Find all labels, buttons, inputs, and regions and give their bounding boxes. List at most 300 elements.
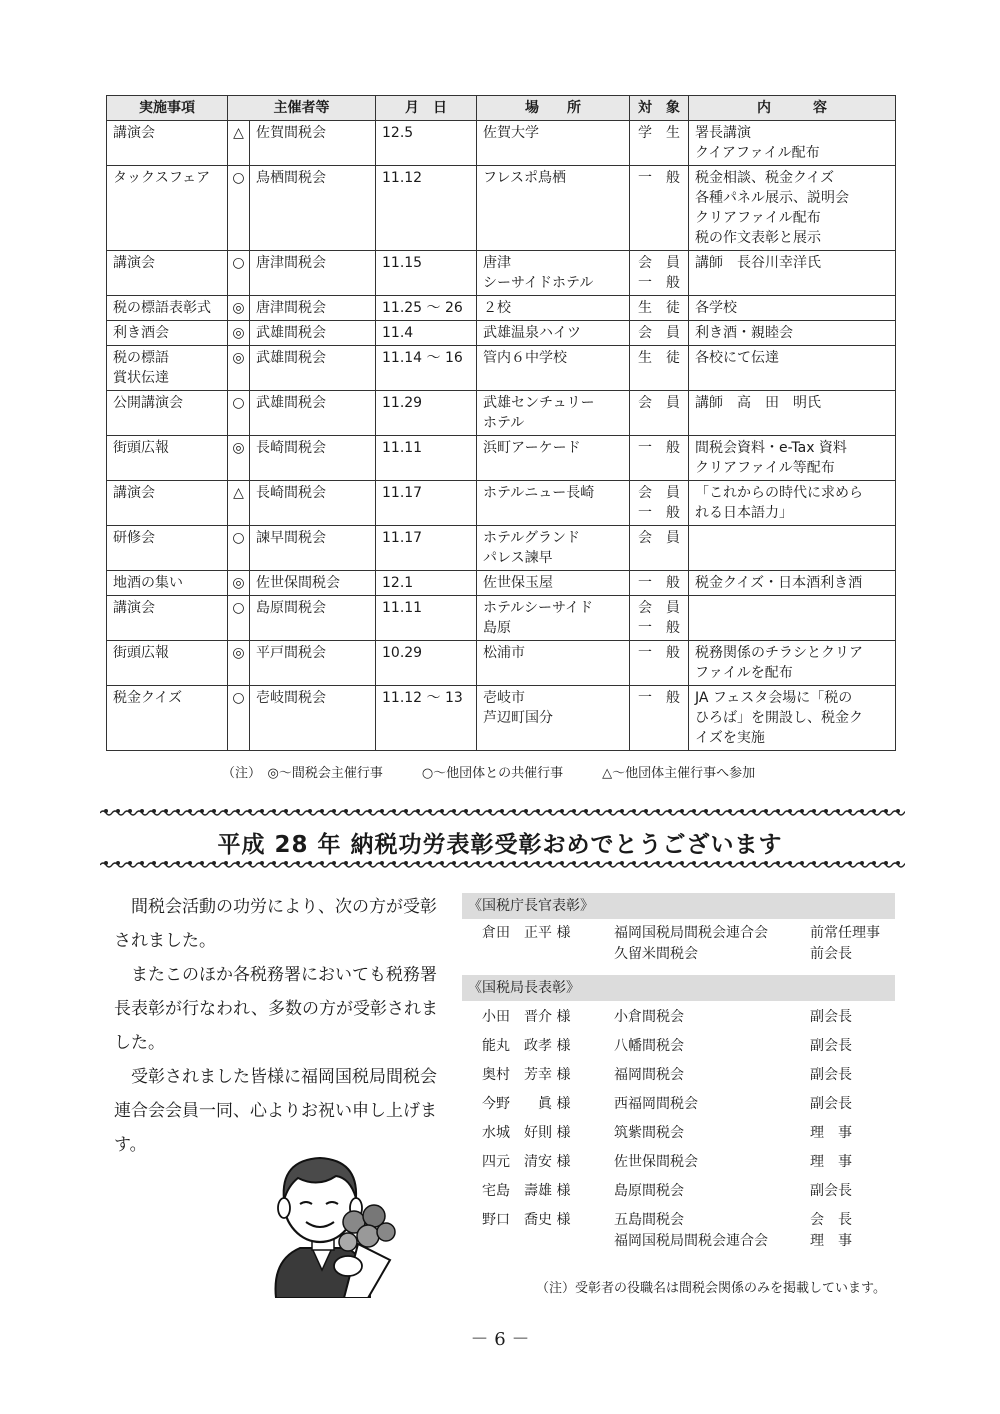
wave-dot bbox=[320, 809, 324, 813]
cell-content: 間税会資料・e-Tax 資料 クリアファイル等配布 bbox=[689, 436, 896, 481]
wave-dot bbox=[128, 809, 132, 813]
cell-place: 唐津 シーサイドホテル bbox=[477, 251, 630, 296]
wave-dot bbox=[476, 809, 480, 813]
cell-place: 浜町アーケード bbox=[477, 436, 630, 481]
cell-content: 「これからの時代に求めら れる日本語力」 bbox=[689, 481, 896, 526]
wave-dot bbox=[500, 861, 504, 865]
cell-host: 諫早間税会 bbox=[250, 526, 376, 571]
wave-dot bbox=[620, 861, 624, 865]
cell-content: 各学校 bbox=[689, 296, 896, 321]
wave-dot bbox=[428, 861, 432, 865]
wave-dot bbox=[296, 861, 300, 865]
cell-host: 長崎間税会 bbox=[250, 436, 376, 481]
cell-mark: ○ bbox=[228, 251, 250, 296]
wave-dot bbox=[764, 861, 768, 865]
award-recipient-row bbox=[462, 1206, 895, 1256]
wave-dot bbox=[188, 861, 192, 865]
wave-dot bbox=[164, 861, 168, 865]
wave-dot bbox=[788, 809, 792, 813]
cell-event: 地酒の集い bbox=[107, 571, 228, 596]
recipient-position: 副会長 bbox=[810, 1009, 852, 1025]
wave-dot bbox=[368, 809, 372, 813]
recipient-name: 能丸 政孝 様 bbox=[482, 1038, 571, 1054]
recipient-name: 奥村 芳幸 様 bbox=[482, 1067, 571, 1083]
wave-dot bbox=[344, 809, 348, 813]
header-event: 実施事項 bbox=[107, 96, 228, 121]
recipient-position: 前常任理事 前会長 bbox=[810, 925, 880, 962]
wave-dot bbox=[200, 861, 204, 865]
wave-dot bbox=[776, 861, 780, 865]
cell-host: 武雄間税会 bbox=[250, 391, 376, 436]
recipient-position: 副会長 bbox=[810, 1038, 852, 1054]
wave-dot bbox=[692, 809, 696, 813]
wave-dot bbox=[224, 809, 228, 813]
cell-event: 利き酒会 bbox=[107, 321, 228, 346]
cell-event: タックスフェア bbox=[107, 166, 228, 251]
recipient-name: 小田 晋介 様 bbox=[482, 1009, 571, 1025]
wave-dot bbox=[164, 809, 168, 813]
cell-host: 武雄間税会 bbox=[250, 321, 376, 346]
wave-dot bbox=[248, 861, 252, 865]
award-recipient-row bbox=[462, 1148, 895, 1177]
cell-event: 講演会 bbox=[107, 121, 228, 166]
header-content: 内 容 bbox=[689, 96, 896, 121]
awards-list bbox=[462, 893, 895, 1256]
cell-date: 11.17 bbox=[376, 481, 477, 526]
cell-mark: ◎ bbox=[228, 321, 250, 346]
recipient-name: 今野 眞 様 bbox=[482, 1096, 571, 1112]
wave-dot bbox=[644, 861, 648, 865]
wave-dot bbox=[104, 861, 108, 865]
wave-dot bbox=[440, 861, 444, 865]
wave-dot bbox=[800, 809, 804, 813]
wave-dot bbox=[548, 861, 552, 865]
cell-target: 一 般 bbox=[630, 436, 689, 481]
wave-dot bbox=[524, 809, 528, 813]
recipient-position: 副会長 bbox=[810, 1067, 852, 1083]
cell-place: 武雄温泉ハイツ bbox=[477, 321, 630, 346]
cell-host: 唐津間税会 bbox=[250, 251, 376, 296]
cell-content: 税金クイズ・日本酒利き酒 bbox=[689, 571, 896, 596]
wave-dot bbox=[596, 809, 600, 813]
table-row bbox=[107, 296, 896, 321]
wave-dot bbox=[716, 809, 720, 813]
wave-dot bbox=[176, 809, 180, 813]
wave-dot bbox=[248, 809, 252, 813]
recipient-organization: 佐世保間税会 bbox=[614, 1154, 698, 1170]
wave-dot bbox=[212, 809, 216, 813]
wave-dot bbox=[440, 809, 444, 813]
cell-host: 佐賀間税会 bbox=[250, 121, 376, 166]
cell-mark: △ bbox=[228, 481, 250, 526]
decorative-border-top bbox=[100, 808, 905, 818]
cell-event: 講演会 bbox=[107, 596, 228, 641]
wave-dot bbox=[608, 809, 612, 813]
wave-dot bbox=[860, 861, 864, 865]
wave-dot bbox=[680, 809, 684, 813]
cell-place: ホテルグランド パレス諫早 bbox=[477, 526, 630, 571]
cell-host: 唐津間税会 bbox=[250, 296, 376, 321]
cell-target: 会 員 bbox=[630, 391, 689, 436]
table-row bbox=[107, 526, 896, 571]
wave-dot bbox=[776, 809, 780, 813]
wave-dot bbox=[104, 809, 108, 813]
table-row bbox=[107, 346, 896, 391]
cell-place: ２校 bbox=[477, 296, 630, 321]
award-category-commissioner: 《国税庁長官表彰》 bbox=[462, 893, 895, 919]
wave-dot bbox=[260, 809, 264, 813]
cell-event: 講演会 bbox=[107, 481, 228, 526]
cell-target: 一 般 bbox=[630, 571, 689, 596]
wave-dot bbox=[788, 861, 792, 865]
cell-event: 税の標語 賞状伝達 bbox=[107, 346, 228, 391]
cell-event: 税の標語表彰式 bbox=[107, 296, 228, 321]
cell-date: 11.17 bbox=[376, 526, 477, 571]
cell-target: 学 生 bbox=[630, 121, 689, 166]
cell-event: 街頭広報 bbox=[107, 436, 228, 481]
cell-content: 税金相談、税金クイズ 各種パネル展示、説明会 クリアファイル配布 税の作文表彰と展示 bbox=[689, 166, 896, 251]
wave-dot bbox=[836, 809, 840, 813]
cell-date: 11.14 ～ 16 bbox=[376, 346, 477, 391]
cell-target: 一 般 bbox=[630, 641, 689, 686]
wave-dot bbox=[656, 861, 660, 865]
cell-event: 研修会 bbox=[107, 526, 228, 571]
wave-dot bbox=[212, 861, 216, 865]
table-row bbox=[107, 121, 896, 166]
wave-dot bbox=[740, 861, 744, 865]
cell-date: 11.25 ～ 26 bbox=[376, 296, 477, 321]
cell-date: 10.29 bbox=[376, 641, 477, 686]
wave-dot bbox=[740, 809, 744, 813]
wave-dot bbox=[716, 861, 720, 865]
cell-content: 署長講演 クイアファイル配布 bbox=[689, 121, 896, 166]
cell-content bbox=[689, 526, 896, 571]
wave-dot bbox=[644, 809, 648, 813]
recipient-name: 野口 喬史 様 bbox=[482, 1212, 571, 1228]
table-row bbox=[107, 571, 896, 596]
wave-dot bbox=[536, 861, 540, 865]
cell-content bbox=[689, 596, 896, 641]
wave-dot bbox=[380, 809, 384, 813]
wave-dot bbox=[704, 809, 708, 813]
wave-dot bbox=[284, 809, 288, 813]
recipient-organization: 福岡国税局間税会連合会 久留米間税会 bbox=[614, 925, 768, 962]
table-row bbox=[107, 321, 896, 346]
wave-dot bbox=[512, 809, 516, 813]
wave-dot bbox=[464, 809, 468, 813]
cell-mark: ○ bbox=[228, 526, 250, 571]
wave-dot bbox=[152, 809, 156, 813]
intro-paragraph: 間税会活動の功労により、次の方が受彰されました。 bbox=[114, 897, 437, 951]
cell-date: 11.11 bbox=[376, 436, 477, 481]
recipient-position: 副会長 bbox=[810, 1096, 852, 1112]
wave-dot bbox=[896, 861, 900, 865]
wave-dot bbox=[308, 861, 312, 865]
decorative-border-bottom bbox=[100, 860, 905, 870]
man-with-bouquet-illustration bbox=[258, 1148, 398, 1302]
wave-dot bbox=[704, 861, 708, 865]
cell-place: ホテルシーサイド 島原 bbox=[477, 596, 630, 641]
wave-dot bbox=[680, 861, 684, 865]
wave-dot bbox=[152, 861, 156, 865]
cell-place: 松浦市 bbox=[477, 641, 630, 686]
wave-dot bbox=[572, 861, 576, 865]
wave-dot bbox=[236, 809, 240, 813]
wave-dot bbox=[596, 861, 600, 865]
table-row bbox=[107, 436, 896, 481]
cell-date: 11.12 ～ 13 bbox=[376, 686, 477, 751]
wave-dot bbox=[560, 809, 564, 813]
wave-dot bbox=[584, 861, 588, 865]
wave-dot bbox=[872, 809, 876, 813]
wave-dot bbox=[572, 809, 576, 813]
award-recipient-row bbox=[462, 1061, 895, 1090]
wave-dot bbox=[800, 861, 804, 865]
wave-dot bbox=[560, 861, 564, 865]
cell-content: 税務関係のチラシとクリア ファイルを配布 bbox=[689, 641, 896, 686]
cell-host: 武雄間税会 bbox=[250, 346, 376, 391]
wave-dot bbox=[452, 861, 456, 865]
wave-dot bbox=[620, 809, 624, 813]
cell-place: 壱岐市 芦辺町国分 bbox=[477, 686, 630, 751]
wave-dot bbox=[488, 861, 492, 865]
wave-dot bbox=[392, 809, 396, 813]
wave-dot bbox=[284, 861, 288, 865]
wave-dot bbox=[536, 809, 540, 813]
wave-dot bbox=[512, 861, 516, 865]
award-recipient-row bbox=[462, 919, 895, 969]
recipient-name: 水城 好則 様 bbox=[482, 1125, 571, 1141]
wave-dot bbox=[728, 809, 732, 813]
wave-dot bbox=[584, 809, 588, 813]
cell-place: ホテルニュー長崎 bbox=[477, 481, 630, 526]
wave-dot bbox=[728, 861, 732, 865]
wave-dot bbox=[380, 861, 384, 865]
wave-dot bbox=[884, 861, 888, 865]
cell-target: 会 員 一 般 bbox=[630, 251, 689, 296]
cell-event: 公開講演会 bbox=[107, 391, 228, 436]
recipient-organization: 小倉間税会 bbox=[614, 1009, 684, 1025]
cell-date: 12.5 bbox=[376, 121, 477, 166]
award-category-regional: 《国税局長表彰》 bbox=[462, 975, 895, 1001]
header-date: 月 日 bbox=[376, 96, 477, 121]
wave-dot bbox=[812, 809, 816, 813]
wave-dot bbox=[368, 861, 372, 865]
intro-text bbox=[114, 890, 444, 1162]
cell-mark: △ bbox=[228, 121, 250, 166]
wave-dot bbox=[668, 861, 672, 865]
wave-dot bbox=[668, 809, 672, 813]
cell-mark: ○ bbox=[228, 596, 250, 641]
wave-dot bbox=[452, 809, 456, 813]
wave-dot bbox=[272, 861, 276, 865]
cell-host: 壱岐間税会 bbox=[250, 686, 376, 751]
cell-event: 講演会 bbox=[107, 251, 228, 296]
section-heading: 平成 28 年 納税功労表彰受彰おめでとうございます bbox=[217, 832, 783, 858]
cell-target: 会 員 一 般 bbox=[630, 596, 689, 641]
wave-dot bbox=[224, 861, 228, 865]
recipient-organization: 島原間税会 bbox=[614, 1183, 684, 1199]
wave-dot bbox=[632, 861, 636, 865]
cell-mark: ◎ bbox=[228, 571, 250, 596]
wave-dot bbox=[848, 861, 852, 865]
cell-target: 会 員 一 般 bbox=[630, 481, 689, 526]
wave-dot bbox=[428, 809, 432, 813]
awards-note: （注）受彰者の役職名は間税会関係のみを掲載しています。 bbox=[536, 1281, 886, 1296]
cell-target: 一 般 bbox=[630, 166, 689, 251]
wave-dot bbox=[356, 809, 360, 813]
cell-content: 講師 高 田 明氏 bbox=[689, 391, 896, 436]
recipient-position: 副会長 bbox=[810, 1183, 852, 1199]
table-row bbox=[107, 481, 896, 526]
table-row bbox=[107, 686, 896, 751]
table-row bbox=[107, 641, 896, 686]
header-host: 主催者等 bbox=[228, 96, 376, 121]
header-target: 対 象 bbox=[630, 96, 689, 121]
wave-dot bbox=[872, 861, 876, 865]
wave-dot bbox=[824, 809, 828, 813]
wave-dot bbox=[884, 809, 888, 813]
wave-dot bbox=[524, 861, 528, 865]
table-row bbox=[107, 251, 896, 296]
cell-content: JA フェスタ会場に「税の ひろば」を開設し、税金ク イズを実施 bbox=[689, 686, 896, 751]
table-row bbox=[107, 391, 896, 436]
cell-mark: ◎ bbox=[228, 296, 250, 321]
header-place: 場 所 bbox=[477, 96, 630, 121]
wave-dot bbox=[332, 861, 336, 865]
cell-target: 生 徒 bbox=[630, 296, 689, 321]
intro-paragraph: またこのほか各税務署においても税務署長表彰が行なわれ、多数の方が受彰されました。 bbox=[114, 965, 439, 1053]
recipient-organization: 筑紫間税会 bbox=[614, 1125, 684, 1141]
wave-dot bbox=[296, 809, 300, 813]
award-recipient-row bbox=[462, 1032, 895, 1061]
wave-dot bbox=[116, 861, 120, 865]
wave-dot bbox=[308, 809, 312, 813]
recipient-position: 会 長 理 事 bbox=[810, 1212, 852, 1249]
wave-dot bbox=[824, 861, 828, 865]
page-number: － 6 － bbox=[470, 1329, 530, 1350]
recipient-organization: 八幡間税会 bbox=[614, 1038, 684, 1054]
cell-target: 会 員 bbox=[630, 526, 689, 571]
wave-dot bbox=[836, 861, 840, 865]
wave-dot bbox=[812, 861, 816, 865]
cell-mark: ◎ bbox=[228, 346, 250, 391]
wave-dot bbox=[488, 809, 492, 813]
award-recipient-row bbox=[462, 1003, 895, 1032]
wave-dot bbox=[476, 861, 480, 865]
wave-dot bbox=[464, 861, 468, 865]
wave-dot bbox=[332, 809, 336, 813]
cell-host: 島原間税会 bbox=[250, 596, 376, 641]
wave-dot bbox=[692, 861, 696, 865]
wave-dot bbox=[548, 809, 552, 813]
table-header-row bbox=[107, 96, 896, 121]
wave-dot bbox=[608, 861, 612, 865]
wave-dot bbox=[272, 809, 276, 813]
table-row bbox=[107, 596, 896, 641]
cell-event: 街頭広報 bbox=[107, 641, 228, 686]
cell-host: 鳥栖間税会 bbox=[250, 166, 376, 251]
table-row bbox=[107, 166, 896, 251]
recipient-name: 宅島 壽雄 様 bbox=[482, 1183, 571, 1199]
cell-mark: ◎ bbox=[228, 641, 250, 686]
wave-dot bbox=[416, 861, 420, 865]
wave-dot bbox=[344, 861, 348, 865]
wave-dot bbox=[752, 809, 756, 813]
cell-date: 12.1 bbox=[376, 571, 477, 596]
wave-dot bbox=[500, 809, 504, 813]
recipient-position: 理 事 bbox=[810, 1154, 852, 1170]
recipient-organization: 五島間税会 福岡国税局間税会連合会 bbox=[614, 1212, 768, 1249]
cell-target: 会 員 bbox=[630, 321, 689, 346]
table-legend-note: （注） ◎～間税会主催行事 ○～他団体との共催行事 △～他団体主催行事へ参加 bbox=[222, 766, 756, 781]
cell-place: フレスポ鳥栖 bbox=[477, 166, 630, 251]
recipient-name: 倉田 正平 様 bbox=[482, 925, 571, 941]
wave-dot bbox=[860, 809, 864, 813]
wave-dot bbox=[656, 809, 660, 813]
cell-content: 講師 長谷川幸洋氏 bbox=[689, 251, 896, 296]
wave-dot bbox=[764, 809, 768, 813]
cell-target: 一 般 bbox=[630, 686, 689, 751]
wave-dot bbox=[320, 861, 324, 865]
wave-dot bbox=[260, 861, 264, 865]
cell-date: 11.15 bbox=[376, 251, 477, 296]
award-recipient-row bbox=[462, 1090, 895, 1119]
event-schedule-table bbox=[106, 95, 896, 751]
cell-place: 武雄センチュリー ホテル bbox=[477, 391, 630, 436]
cell-place: 佐世保玉屋 bbox=[477, 571, 630, 596]
cell-host: 佐世保間税会 bbox=[250, 571, 376, 596]
award-recipient-row bbox=[462, 1177, 895, 1206]
cell-content: 利き酒・親睦会 bbox=[689, 321, 896, 346]
wave-dot bbox=[404, 809, 408, 813]
cell-date: 11.29 bbox=[376, 391, 477, 436]
wave-dot bbox=[896, 809, 900, 813]
wave-dot bbox=[140, 809, 144, 813]
cell-date: 11.12 bbox=[376, 166, 477, 251]
award-recipient-row bbox=[462, 1119, 895, 1148]
cell-place: 佐賀大学 bbox=[477, 121, 630, 166]
recipient-position: 理 事 bbox=[810, 1125, 852, 1141]
cell-host: 平戸間税会 bbox=[250, 641, 376, 686]
cell-mark: ○ bbox=[228, 391, 250, 436]
cell-content: 各校にて伝達 bbox=[689, 346, 896, 391]
wave-dot bbox=[632, 809, 636, 813]
cell-date: 11.4 bbox=[376, 321, 477, 346]
cell-place: 管内６中学校 bbox=[477, 346, 630, 391]
wave-dot bbox=[236, 861, 240, 865]
wave-dot bbox=[848, 809, 852, 813]
recipient-organization: 福岡間税会 bbox=[614, 1067, 684, 1083]
cell-target: 生 徒 bbox=[630, 346, 689, 391]
recipient-organization: 西福岡間税会 bbox=[614, 1096, 698, 1112]
cell-mark: ○ bbox=[228, 686, 250, 751]
cell-date: 11.11 bbox=[376, 596, 477, 641]
cell-mark: ◎ bbox=[228, 436, 250, 481]
wave-dot bbox=[404, 861, 408, 865]
intro-paragraph: 受彰されました皆様に福岡国税局間税会連合会会員一同、心よりお祝い申し上げます。 bbox=[114, 1067, 437, 1155]
wave-dot bbox=[392, 861, 396, 865]
wave-dot bbox=[140, 861, 144, 865]
recipient-name: 四元 清安 様 bbox=[482, 1154, 571, 1170]
wave-dot bbox=[188, 809, 192, 813]
wave-dot bbox=[116, 809, 120, 813]
cell-event: 税金クイズ bbox=[107, 686, 228, 751]
wave-dot bbox=[416, 809, 420, 813]
wave-dot bbox=[356, 861, 360, 865]
wave-dot bbox=[176, 861, 180, 865]
cell-mark: ○ bbox=[228, 166, 250, 251]
